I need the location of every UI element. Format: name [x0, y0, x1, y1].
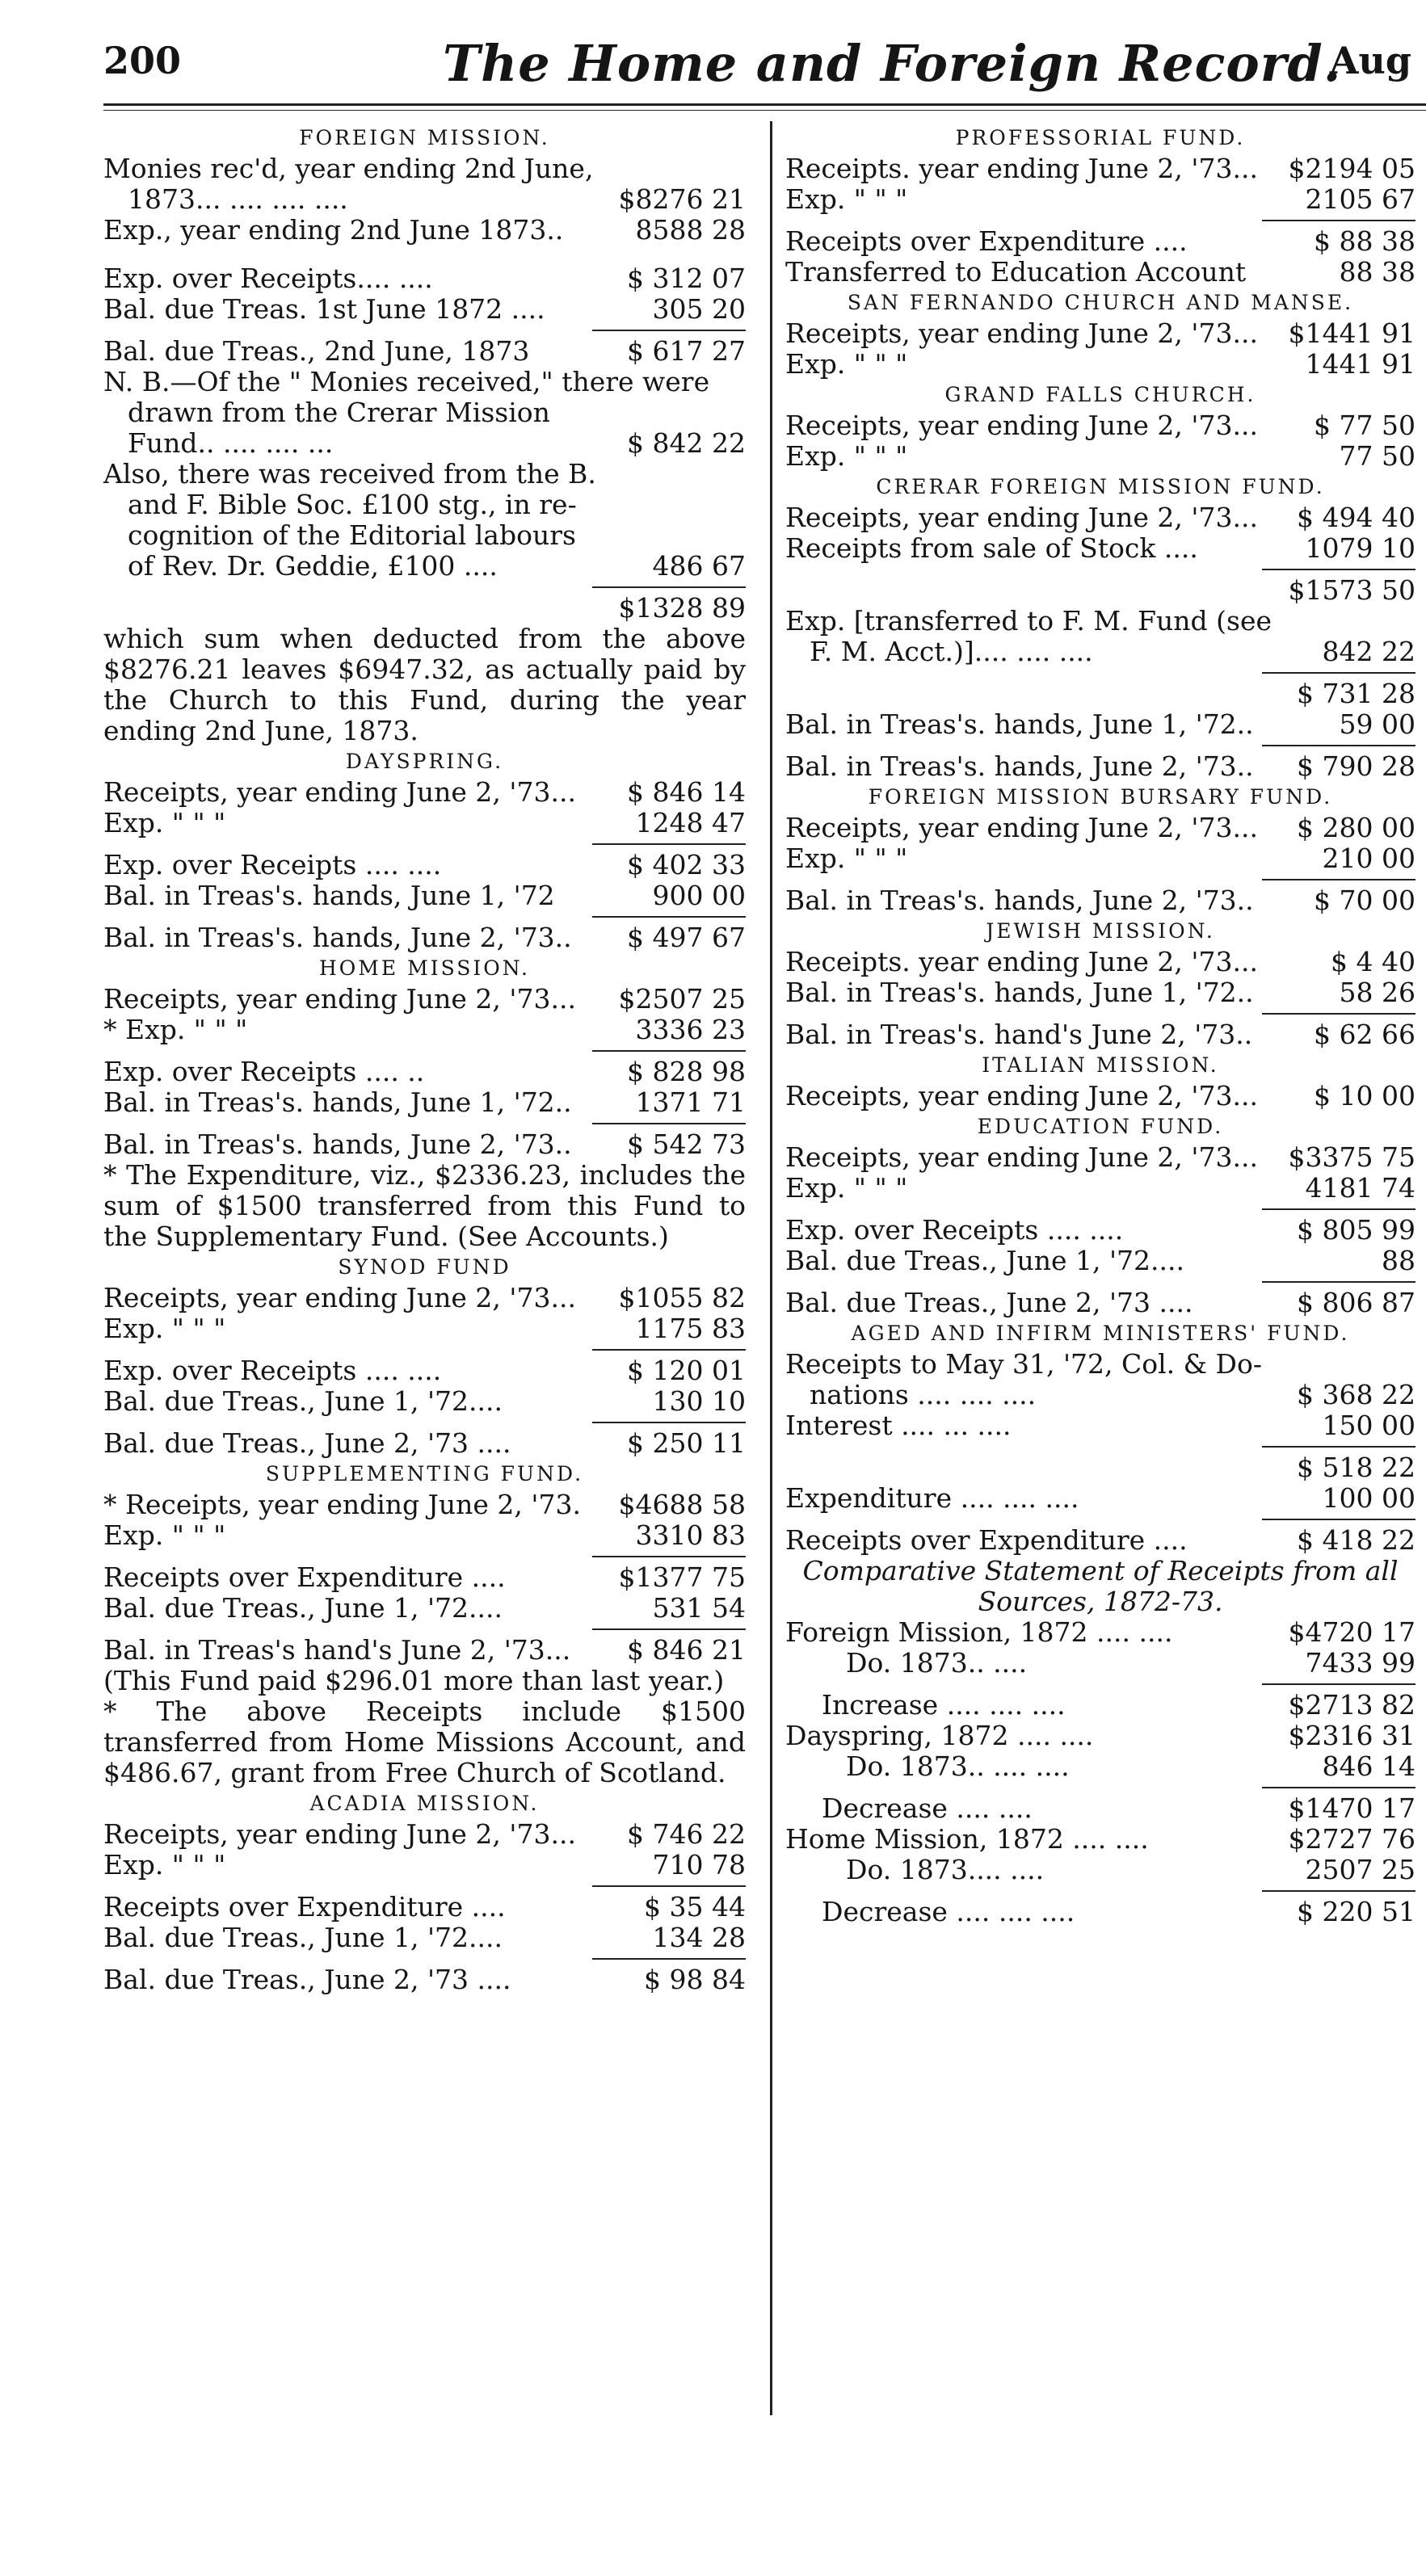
ledger-row: [785, 843, 1415, 874]
ledger-label: Bal. due Treas., June 2, '73 ....: [103, 1964, 511, 1995]
ledger-row: [785, 533, 1415, 564]
ledger-label: Exp. " " ": [785, 843, 908, 874]
ledger-amount: $ 70 00: [1314, 885, 1415, 916]
ledger-amount: $ 805 99: [1297, 1214, 1415, 1246]
ledger-amount: $ 842 22: [627, 427, 746, 459]
ledger-amount: $2713 82: [1288, 1689, 1415, 1721]
ledger-row: [103, 1057, 746, 1087]
ledger-label: Receipts over Expenditure ....: [785, 225, 1188, 257]
ledger-row: [785, 441, 1415, 472]
ledger-row: [103, 922, 746, 953]
ledger-label: Receipts, year ending June 2, '73...: [103, 776, 576, 808]
ledger-amount: 100 00: [1322, 1482, 1415, 1514]
ledger-row: [103, 336, 746, 367]
ledger-row: [103, 1313, 746, 1344]
ledger-row: [103, 215, 746, 246]
ledger-row: [103, 428, 746, 459]
ledger-label: 1873... .... .... ....: [128, 183, 348, 215]
ledger-label: Bal. in Treas's. hands, June 1, '72..: [785, 977, 1254, 1008]
ledger-row: [103, 1520, 746, 1551]
ledger-label: Decrease .... .... ....: [822, 1896, 1075, 1927]
ledger-row: [785, 1019, 1415, 1050]
ledger-amount: 88 38: [1339, 256, 1415, 288]
ledger-label: Fund.. .... .... ...: [128, 427, 334, 459]
ledger-label: Receipts over Expenditure ....: [785, 1524, 1188, 1556]
ledger-row: [785, 1721, 1415, 1751]
ledger-label: Exp. " " ": [785, 1172, 908, 1204]
ledger-row: [103, 1923, 746, 1953]
ledger-row: [785, 606, 1415, 637]
ledger-row: [785, 1855, 1415, 1885]
ledger-row: [103, 1965, 746, 1995]
section-heading: DAYSPRING.: [345, 750, 504, 773]
left-column: [103, 123, 746, 1995]
ledger-label: Receipts to May 31, '72, Col. & Do-: [785, 1348, 1262, 1380]
statement-heading: Sources, 1872-73.: [978, 1586, 1223, 1617]
ledger-label: Bal. due Treas., June 1, '72....: [103, 1385, 503, 1417]
ledger-row: [103, 551, 746, 582]
ledger-label: Exp. " " ": [785, 440, 908, 472]
ledger-label: Receipts over Expenditure ....: [103, 1561, 506, 1593]
ledger-label: Receipts, year ending June 2, '73...: [103, 983, 576, 1015]
ledger-amount: 58 26: [1339, 977, 1415, 1008]
sum-rule: [785, 1204, 1415, 1215]
note-paragraph: * The above Receipts include $1500 transferred from Home Missions Account, and $486.67, grant from Free Church of Scotland.: [103, 1696, 746, 1788]
ledger-row: [103, 1850, 746, 1881]
ledger-amount: $1328 89: [618, 592, 746, 624]
ledger-amount: 2507 25: [1305, 1854, 1415, 1885]
ledger-row: [785, 709, 1415, 740]
ledger-row: [103, 1892, 746, 1923]
ledger-label: Receipts, year ending June 2, '73...: [785, 317, 1258, 349]
ledger-label: cognition of the Editorial labours: [128, 519, 576, 551]
ledger-amount: $ 77 50: [1314, 410, 1415, 441]
ledger-row: [785, 1142, 1415, 1173]
ledger-label: Bal. in Treas's. hands, June 2, '73..: [785, 885, 1254, 916]
sum-rule: [103, 1344, 746, 1355]
ledger-row: [785, 1483, 1415, 1514]
section-heading: PROFESSORIAL FUND.: [955, 126, 1246, 149]
ledger-row: [103, 397, 746, 428]
ledger-amount: $1377 75: [618, 1561, 746, 1593]
ledger-label: Bal. due Treas., June 2, '73 ....: [785, 1287, 1193, 1318]
ledger-row: [103, 593, 746, 624]
ledger-label: Exp. over Receipts .... ....: [103, 849, 442, 880]
ledger-amount: $ 617 27: [627, 335, 746, 367]
ledger-amount: 842 22: [1322, 636, 1415, 667]
ledger-row: [785, 947, 1415, 977]
ledger-label: Bal. in Treas's. hands, June 2, '73..: [103, 922, 572, 953]
ledger-amount: 134 28: [652, 1922, 746, 1953]
ledger-amount: $1573 50: [1288, 574, 1415, 606]
ledger-label: Foreign Mission, 1872 .... ....: [785, 1616, 1173, 1648]
ledger-label: * Exp. " " ": [103, 1014, 248, 1045]
ledger-row: [785, 1897, 1415, 1927]
sum-rule: [785, 1782, 1415, 1793]
ledger-amount: $8276 21: [618, 183, 746, 215]
ledger-row: [103, 880, 746, 911]
ledger-label: Receipts from sale of Stock ....: [785, 532, 1198, 564]
ledger-amount: $1441 91: [1288, 317, 1415, 349]
ledger-label: F. M. Acct.)].... .... ....: [810, 636, 1093, 667]
ledger-row: [785, 1525, 1415, 1556]
ledger-row: [785, 153, 1415, 184]
sum-rule: [103, 1624, 746, 1635]
ledger-amount: 531 54: [652, 1592, 746, 1624]
ledger-label: Home Mission, 1872 .... ....: [785, 1823, 1149, 1855]
column-divider: [770, 121, 772, 2415]
ledger-amount: $ 731 28: [1297, 678, 1415, 709]
right-column: [785, 123, 1415, 1927]
ledger-label: N. B.—Of the " Monies received," there were: [103, 366, 710, 397]
ledger-row: [785, 257, 1415, 288]
ledger-amount: $1470 17: [1288, 1792, 1415, 1824]
ledger-row: [103, 1490, 746, 1520]
ledger-row: [103, 1015, 746, 1045]
ledger-row: [785, 226, 1415, 257]
ledger-label: and F. Bible Soc. £100 stg., in re-: [128, 489, 577, 520]
ledger-row: [103, 1386, 746, 1417]
ledger-row: [103, 984, 746, 1015]
ledger-amount: $1055 82: [618, 1282, 746, 1313]
ledger-row: [103, 1562, 746, 1593]
section-heading: EDUCATION FUND.: [977, 1115, 1224, 1138]
ledger-amount: 3310 83: [635, 1519, 746, 1551]
ledger-label: * Receipts, year ending June 2, '73.: [103, 1489, 581, 1520]
section-heading: SYNOD FUND: [338, 1255, 511, 1279]
section-heading: ITALIAN MISSION.: [982, 1053, 1219, 1077]
ledger-amount: $ 250 11: [627, 1427, 746, 1459]
ledger-amount: $ 746 22: [627, 1818, 746, 1850]
section-heading: CRERAR FOREIGN MISSION FUND.: [876, 475, 1325, 498]
ledger-row: [785, 502, 1415, 533]
ledger-label: Receipts over Expenditure ....: [103, 1891, 506, 1923]
note-paragraph: which sum when deducted from the above $8276.21 leaves $6947.32, as actually paid by the Church to this Fund, during the year ending 2nd June, 1873.: [103, 623, 746, 746]
ledger-row: [103, 1355, 746, 1386]
ledger-row: [103, 1283, 746, 1313]
ledger-row: [103, 1819, 746, 1850]
ledger-row: [785, 637, 1415, 667]
section-heading: AGED AND INFIRM MINISTERS' FUND.: [851, 1322, 1350, 1345]
ledger-amount: $ 790 28: [1297, 750, 1415, 782]
ledger-label: Bal. due Treas., June 1, '72....: [103, 1592, 503, 1624]
ledger-row: [785, 885, 1415, 916]
ledger-amount: $ 846 14: [627, 776, 746, 808]
ledger-row: [785, 1410, 1415, 1441]
ledger-label: Exp. over Receipts.... ....: [103, 263, 433, 294]
ledger-amount: 710 78: [652, 1849, 746, 1881]
ledger-row: [785, 1349, 1415, 1380]
ledger-row: [785, 1824, 1415, 1855]
ledger-label: Receipts, year ending June 2, '73...: [785, 812, 1258, 843]
sum-rule: [785, 1679, 1415, 1690]
ledger-row: [785, 1690, 1415, 1721]
ledger-label: Bal. in Treas's. hands, June 1, '72..: [785, 708, 1254, 740]
ledger-label: Monies rec'd, year ending 2nd June,: [103, 153, 594, 184]
ledger-amount: 3336 23: [635, 1014, 746, 1045]
section-heading: SAN FERNANDO CHURCH AND MANSE.: [847, 291, 1354, 314]
ledger-label: Do. 1873.... ....: [846, 1854, 1045, 1885]
ledger-label: Exp. " " ": [103, 1313, 226, 1344]
ledger-row: [103, 1129, 746, 1160]
ledger-label: Exp. " " ": [103, 1519, 226, 1551]
ledger-amount: 210 00: [1322, 843, 1415, 874]
sum-rule: [785, 1441, 1415, 1452]
ledger-label: Bal. due Treas., June 1, '72....: [785, 1245, 1185, 1276]
ledger-label: Bal. due Treas., 2nd June, 1873: [103, 335, 530, 367]
sum-rule: [785, 1514, 1415, 1525]
ledger-row: [103, 184, 746, 215]
ledger-row: [785, 1215, 1415, 1246]
ledger-amount: $2194 05: [1288, 153, 1415, 184]
ledger-amount: 846 14: [1322, 1750, 1415, 1782]
ledger-row: [103, 1593, 746, 1624]
ledger-amount: $ 518 22: [1297, 1452, 1415, 1483]
ledger-amount: $ 120 01: [627, 1355, 746, 1386]
ledger-row: [785, 1081, 1415, 1112]
ledger-label: Exp. over Receipts .... ....: [785, 1214, 1124, 1246]
ledger-row: [103, 1087, 746, 1118]
page-header: [103, 34, 1426, 95]
ledger-label: Bal. in Treas's hand's June 2, '73...: [103, 1634, 571, 1666]
ledger-row: [103, 294, 746, 325]
sum-rule: [103, 1118, 746, 1129]
sum-rule: [785, 564, 1415, 575]
ledger-label: nations .... .... ....: [810, 1379, 1037, 1410]
sum-rule: [785, 1276, 1415, 1288]
ledger-label: Bal. due Treas., June 2, '73 ....: [103, 1427, 511, 1459]
sum-rule: [103, 838, 746, 850]
ledger-amount: $ 88 38: [1314, 225, 1415, 257]
section-heading: SUPPLEMENTING FUND.: [265, 1462, 584, 1486]
ledger-row: [785, 318, 1415, 349]
ledger-label: Receipts, year ending June 2, '73...: [785, 410, 1258, 441]
sum-rule: [785, 1008, 1415, 1019]
ledger-row: [103, 850, 746, 880]
ledger-label: Do. 1873.. .... ....: [846, 1750, 1070, 1782]
ledger-label: Receipts, year ending June 2, '73...: [103, 1818, 576, 1850]
ledger-row: [103, 777, 746, 808]
ledger-label: Exp. over Receipts .... ..: [103, 1056, 425, 1087]
ledger-label: Bal. in Treas's. hands, June 1, '72..: [103, 1086, 572, 1118]
ledger-row: [103, 490, 746, 520]
ledger-amount: 4181 74: [1305, 1172, 1415, 1204]
ledger-row: [785, 679, 1415, 709]
ledger-amount: $ 220 51: [1297, 1896, 1415, 1927]
statement-heading: Comparative Statement of Receipts from all: [802, 1555, 1399, 1586]
ledger-label: Exp. over Receipts .... ....: [103, 1355, 442, 1386]
ledger-label: Receipts. year ending June 2, '73...: [785, 153, 1258, 184]
ledger-row: [785, 1246, 1415, 1276]
ledger-amount: $ 312 07: [627, 263, 746, 294]
ledger-amount: 2105 67: [1305, 183, 1415, 215]
ledger-amount: 7433 99: [1305, 1647, 1415, 1679]
sum-rule: [785, 874, 1415, 885]
section-heading: GRAND FALLS CHURCH.: [944, 383, 1256, 406]
section-heading: HOME MISSION.: [319, 956, 530, 980]
ledger-label: Increase .... .... ....: [822, 1689, 1066, 1721]
ledger-amount: 1371 71: [635, 1086, 746, 1118]
ledger-row: [785, 1380, 1415, 1410]
ledger-amount: 77 50: [1339, 440, 1415, 472]
ledger-label: Exp. " " ": [785, 348, 908, 380]
ledger-amount: $ 828 98: [627, 1056, 746, 1087]
ledger-amount: $3375 75: [1288, 1141, 1415, 1173]
ledger-label: Bal. in Treas's. hand's June 2, '73..: [785, 1019, 1253, 1050]
page-month: Aug: [1329, 39, 1411, 82]
ledger-row: [785, 349, 1415, 380]
ledger-row: [103, 520, 746, 551]
ledger-label: Bal. in Treas's. hands, June 2, '73..: [103, 1128, 572, 1160]
ledger-label: Bal. due Treas. 1st June 1872 ....: [103, 293, 545, 325]
ledger-row: [103, 153, 746, 184]
sum-rule: [103, 1953, 746, 1965]
ledger-amount: 486 67: [652, 550, 746, 582]
ledger-label: Bal. in Treas's. hands, June 1, '72: [103, 880, 555, 911]
note-paragraph: * The Expenditure, viz., $2336.23, includes the sum of $1500 transferred from this Fund to the Supplementary Fund. (See Accounts.): [103, 1159, 746, 1252]
ledger-label: Exp. " " ": [103, 1849, 226, 1881]
ledger-label: Dayspring, 1872 .... ....: [785, 1720, 1094, 1751]
ledger-label: Receipts, year ending June 2, '73...: [103, 1282, 576, 1313]
sum-rule: [785, 215, 1415, 226]
ledger-amount: $ 280 00: [1297, 812, 1415, 843]
ledger-amount: 59 00: [1339, 708, 1415, 740]
sum-rule: [785, 667, 1415, 679]
ledger-amount: 88: [1382, 1245, 1415, 1276]
ledger-row: [785, 1617, 1415, 1648]
ledger-label: Receipts, year ending June 2, '73...: [785, 1141, 1258, 1173]
section-heading: JEWISH MISSION.: [986, 919, 1215, 943]
ledger-label: Also, there was received from the B.: [103, 458, 596, 490]
ledger-label: Receipts. year ending June 2, '73...: [785, 946, 1258, 977]
ledger-label: Do. 1873.. ....: [846, 1647, 1028, 1679]
ledger-amount: $ 10 00: [1314, 1080, 1415, 1112]
sum-rule: [103, 582, 746, 593]
ledger-row: [785, 1288, 1415, 1318]
ledger-amount: $ 62 66: [1314, 1019, 1415, 1050]
ledger-amount: $ 4 40: [1331, 946, 1415, 977]
ledger-amount: 150 00: [1322, 1410, 1415, 1441]
sum-rule: [103, 1551, 746, 1562]
ledger-label: Exp. " " ": [785, 183, 908, 215]
ledger-amount: $4720 17: [1288, 1616, 1415, 1648]
ledger-row: [103, 808, 746, 838]
ledger-amount: 130 10: [652, 1385, 746, 1417]
ledger-label: Receipts, year ending June 2, '73...: [785, 502, 1258, 533]
ledger-row: [103, 263, 746, 294]
ledger-amount: $ 402 33: [627, 849, 746, 880]
ledger-row: [785, 977, 1415, 1008]
sum-rule: [103, 325, 746, 336]
ledger-row: [103, 1635, 746, 1666]
ledger-row: [785, 184, 1415, 215]
ledger-row: [785, 1648, 1415, 1679]
ledger-amount: 305 20: [652, 293, 746, 325]
ledger-label: drawn from the Crerar Mission: [128, 397, 550, 428]
ledger-row: [785, 1793, 1415, 1824]
page-number: 200: [103, 39, 182, 82]
section-heading: FOREIGN MISSION.: [299, 126, 550, 149]
ledger-amount: $4688 58: [618, 1489, 746, 1520]
ledger-amount: $2316 31: [1288, 1720, 1415, 1751]
header-rule-thin: [103, 110, 1426, 111]
spacer: [103, 246, 746, 263]
section-heading: ACADIA MISSION.: [309, 1792, 540, 1815]
section-heading: FOREIGN MISSION BURSARY FUND.: [868, 785, 1333, 809]
ledger-amount: $ 494 40: [1297, 502, 1415, 533]
ledger-row: [785, 813, 1415, 843]
ledger-amount: 1441 91: [1305, 348, 1415, 380]
ledger-row: [785, 751, 1415, 782]
sum-rule: [785, 1885, 1415, 1897]
ledger-label: of Rev. Dr. Geddie, £100 ....: [128, 550, 498, 582]
ledger-row: [103, 459, 746, 490]
ledger-amount: $ 35 44: [644, 1891, 746, 1923]
ledger-label: Exp., year ending 2nd June 1873..: [103, 214, 564, 246]
ledger-amount: $ 846 21: [627, 1634, 746, 1666]
ledger-row: [103, 1428, 746, 1459]
ledger-label: Exp. [transferred to F. M. Fund (see: [785, 605, 1272, 637]
ledger-amount: $2507 25: [618, 983, 746, 1015]
ledger-amount: $ 497 67: [627, 922, 746, 953]
ledger-label: Bal. in Treas's. hands, June 2, '73..: [785, 750, 1254, 782]
ledger-amount: 1248 47: [635, 807, 746, 838]
ledger-amount: $ 368 22: [1297, 1379, 1415, 1410]
ledger-label: Exp. " " ": [103, 807, 226, 838]
ledger-amount: $ 418 22: [1297, 1524, 1415, 1556]
ledger-label: Receipts, year ending June 2, '73...: [785, 1080, 1258, 1112]
ledger-row: [785, 1452, 1415, 1483]
sum-rule: [103, 1881, 746, 1892]
ledger-amount: $ 542 73: [627, 1128, 746, 1160]
ledger-label: Bal. due Treas., June 1, '72....: [103, 1922, 503, 1953]
ledger-row: [785, 1751, 1415, 1782]
sum-rule: [103, 911, 746, 922]
sum-rule: [103, 1045, 746, 1057]
ledger-row: [785, 1173, 1415, 1204]
page-title: The Home and Foreign Record.: [443, 34, 1342, 93]
header-rule: [103, 103, 1426, 106]
ledger-amount: 1175 83: [635, 1313, 746, 1344]
ledger-label: Decrease .... ....: [822, 1792, 1033, 1824]
ledger-amount: $ 98 84: [644, 1964, 746, 1995]
ledger-amount: $2727 76: [1288, 1823, 1415, 1855]
ledger-label: Transferred to Education Account: [785, 256, 1247, 288]
ledger-amount: 8588 28: [635, 214, 746, 246]
ledger-row: [103, 367, 746, 397]
ledger-amount: 900 00: [652, 880, 746, 911]
note-paragraph: (This Fund paid $296.01 more than last year.): [103, 1665, 725, 1696]
ledger-label: Expenditure .... .... ....: [785, 1482, 1079, 1514]
ledger-label: Interest .... ... ....: [785, 1410, 1012, 1441]
sum-rule: [785, 740, 1415, 751]
ledger-amount: 1079 10: [1305, 532, 1415, 564]
ledger-row: [785, 410, 1415, 441]
ledger-amount: $ 806 87: [1297, 1287, 1415, 1318]
sum-rule: [103, 1417, 746, 1428]
ledger-row: [785, 575, 1415, 606]
